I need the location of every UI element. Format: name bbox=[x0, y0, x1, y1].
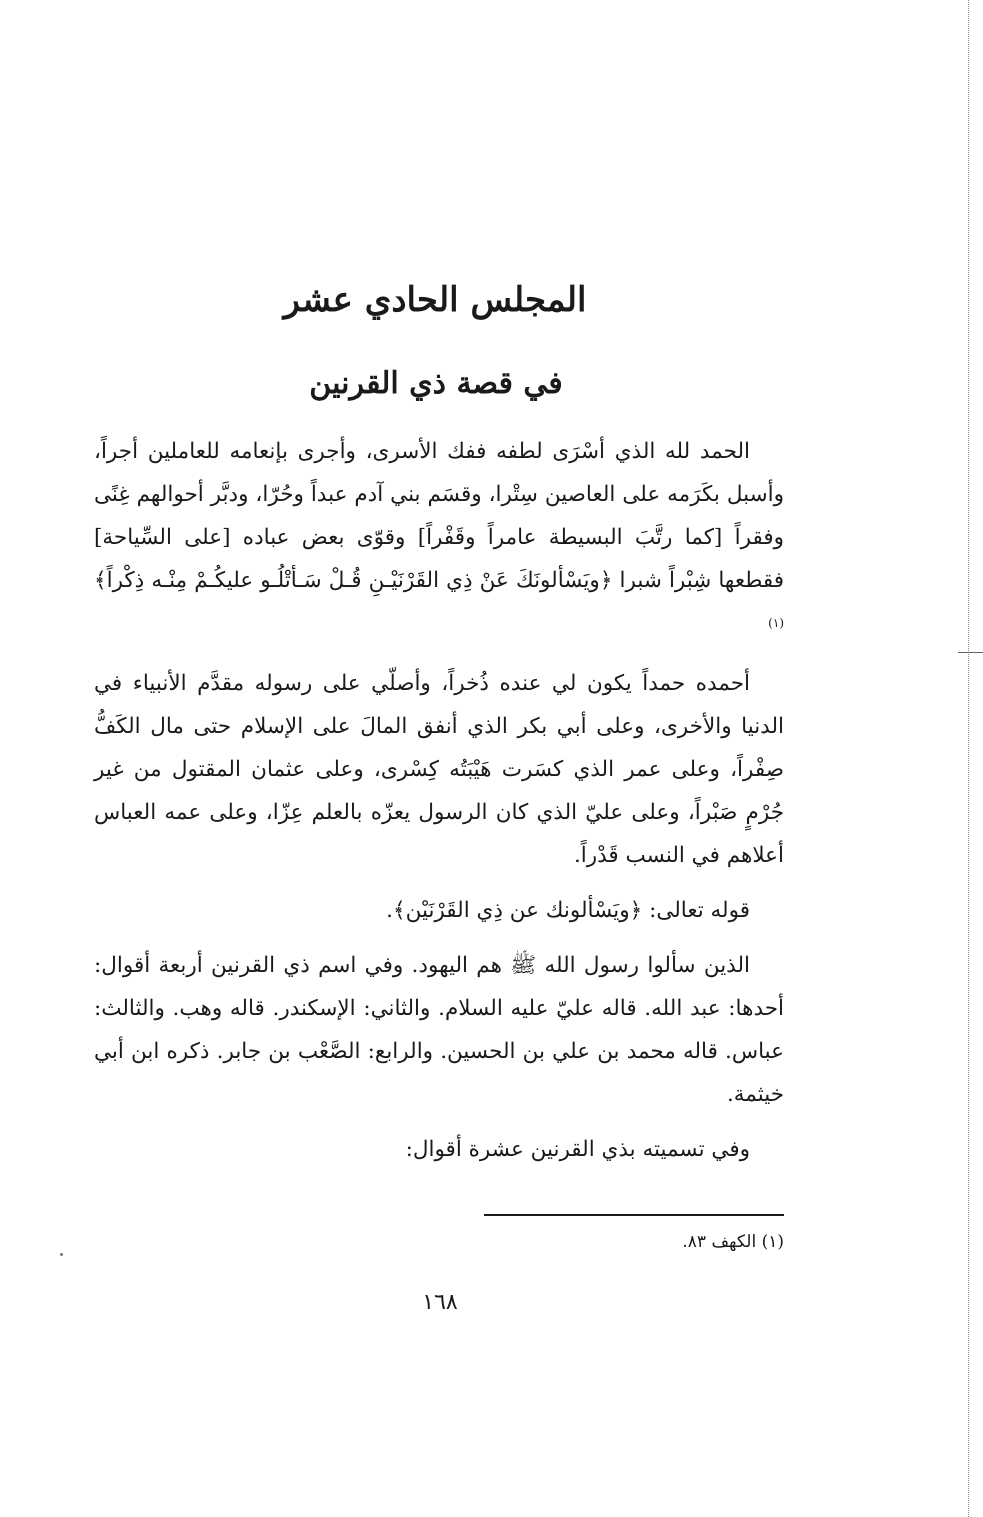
paragraph-text: الحمد لله الذي أسْرَى لطفه ففك الأسرى، وأجرى بإنعامه للعاملين أجراً، وأسبل بكَرَمه على العاصين سِتْرا، وقسَم بني آدم عبداً وحُرّا، ودبَّر أحوالهم غِنًى وفقراً [كما رتَّبَ البسيطة عامراً وقَفْراً] وقوّى بعض عباده [على السِّياحة] فقطعها شِبْراً شبرا ﴿ويَسْألونَكَ عَنْ ذِي القَرْنَيْـنِ قُـلْ سَـأتْلُـو عليكُـمْ مِنْـه ذِكْراً﴾ bbox=[94, 439, 784, 593]
footnote-reference: (١) bbox=[768, 616, 784, 630]
paragraph-text: قوله تعالى: ﴿ويَسْألونك عن ذِي القَرْنَيْن﴾. bbox=[386, 898, 750, 924]
paragraph-naming bbox=[94, 1128, 784, 1171]
main-text bbox=[94, 430, 784, 1183]
chapter-title: المجلس الحادي عشر bbox=[283, 280, 587, 320]
footnote-separator bbox=[484, 1214, 784, 1216]
margin-tick-mark bbox=[958, 652, 983, 653]
scan-speck bbox=[60, 1253, 63, 1256]
paragraph-verse bbox=[94, 889, 784, 932]
paragraph-text: الذين سألوا رسول الله ﷺ هم اليهود. وفي اسم ذي القرنين أربعة أقوال: أحدها: عبد الله. قاله عليّ عليه السلام. والثاني: الإسكندر. قاله وهب. والثالث: عباس. قاله محمد بن علي بن الحسين. والرابع: الصَّعْب بن جابر. ذكره ابن أبي خيثمة. bbox=[94, 953, 784, 1108]
paragraph-text: وفي تسميته بذي القرنين عشرة أقوال: bbox=[405, 1137, 750, 1163]
paragraph-text: أحمده حمداً يكون لي عنده ذُخراً، وأصلّي على رسوله مقدَّم الأنبياء في الدنيا والأخرى، وعلى أبي بكر الذي أنفق المالَ على الإسلام حتى مال الكَفُّ صِفْراً، وعلى عمر الذي كسَرت هَيْبَتُه كِسْرى، وعلى عثمان المقتول من غير جُرْمٍ صَبْراً، وعلى عليّ الذي كان الرسول يعزّه بالعلم عِزّا، وعلى عمه العباس أعلاهم في النسب قَدْراً. bbox=[94, 671, 784, 869]
paragraph-opening bbox=[94, 430, 784, 650]
page-edge-line bbox=[968, 0, 969, 1517]
page-number: ١٦٨ bbox=[422, 1290, 458, 1315]
footnote: (١) الكهف ٨٣. bbox=[682, 1232, 784, 1252]
paragraph-praise bbox=[94, 662, 784, 877]
paragraph-names bbox=[94, 944, 784, 1116]
chapter-subtitle: في قصة ذي القرنين bbox=[309, 366, 563, 401]
